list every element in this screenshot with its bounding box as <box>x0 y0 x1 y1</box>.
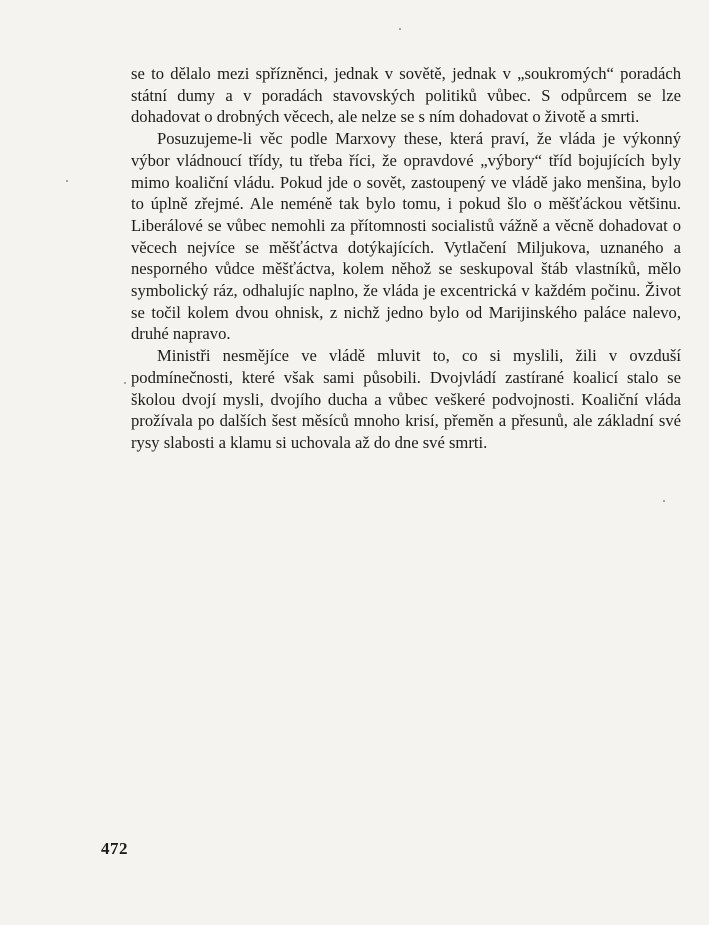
paragraph-continuation: se to dělalo mezi spřízněnci, jednak v sovětě, jednak v „soukromých“ poradách státní dumy a v poradách stavovských politiků vůbec. S odpůrcem se lze dohadovat o drobných věcech, ale nelze se s ním dohadovat o životě a smrti. <box>131 64 681 127</box>
body-text <box>131 63 681 454</box>
print-speck <box>663 500 665 502</box>
print-speck <box>399 28 401 30</box>
paragraph-ministers: Ministři nesmějíce ve vládě mluvit to, co si myslili, žili v ovzduší podmínečnosti, které však sami působili. Dvojvládí zastírané koalicí stalo se školou dvojí mysli, dvojího ducha a vůbec veškeré podvojnosti. Koaliční vláda prožívala po dalších šest měsíců mnoho krisí, přeměn a přesunů, ale základní své rysy slabosti a klamu si uchovala až do dne své smrti. <box>131 346 681 452</box>
print-speck <box>124 382 126 384</box>
paragraph-marx-thesis: Posuzujeme-li věc podle Marxovy these, která praví, že vláda je výkonný výbor vládnoucí třídy, tu třeba říci, že opravdové „výbory“ tříd bojujících byly mimo koaliční vládu. Pokud jde o sovět, zastoupený ve vládě jako menšina, bylo to úplně zřejmé. Ale neméně tak bylo tomu, i pokud šlo o měšťáckou většinu. Liberálové se vůbec nemohli za přítomnosti socialistů vážně a věcně dohadovat o věcech nejvíce se měšťáctva dotýkajících. Vytlačení Miljukova, uznaného a nesporného vůdce měšťáctva, kolem něhož se seskupoval štáb vlastníků, mělo symbolický ráz, odhalujíc naplno, že vláda je excentrická v každém počinu. Život se točil kolem dvou ohnisk, z nichž jedno bylo od Marijinského paláce nalevo, druhé napravo. <box>131 129 681 344</box>
print-speck <box>66 180 68 182</box>
page-number: 472 <box>101 839 128 858</box>
